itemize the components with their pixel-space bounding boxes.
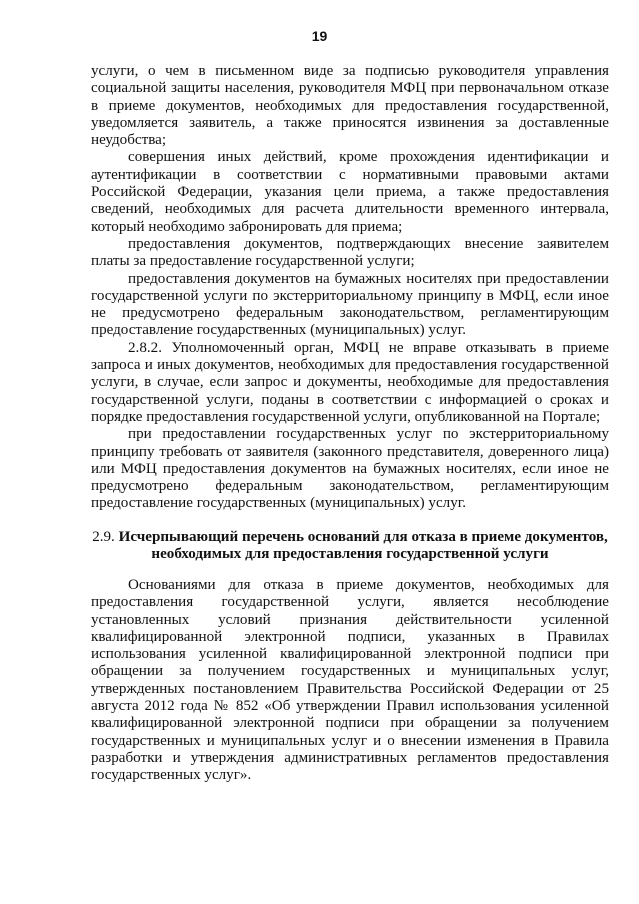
- section-heading: [91, 529, 609, 564]
- body-text-top: [91, 63, 609, 513]
- section-title: Исчерпывающий перечень оснований для отказа в приеме документов, необходимых для предоставления государственной услуги: [118, 529, 608, 563]
- paragraph: предоставления документов, подтверждающих внесение заявителем платы за предоставление государственной услуги;: [91, 235, 609, 270]
- paragraph: Основаниями для отказа в приеме документов, необходимых для предоставления государственной услуги, является несоблюдение установленных условий признания действительности усиленной квалифицированной электронной подписи, указанных в Правилах использования усиленной квалифицированной электронной подписи при обращении за получением государственных и муниципальных услуг, утвержденных постановлением Правительства Российской Федерации от 25 августа 2012 года № 852 «Об утверждении Правил использования усиленной квалифицированной электронной подписи при обращении за получением государственных и муниципальных услуг и о внесении изменения в Правила разработки и утверждения административных регламентов предоставления государственных услуг».: [91, 577, 609, 784]
- section-number: 2.9.: [92, 529, 115, 545]
- paragraph: при предоставлении государственных услуг по экстерриториальному принципу требовать от заявителя (законного представителя, доверенного лица) или МФЦ предоставления документов на бумажных носителях, если иное не предусмотрено федеральным законодательством, регламентирующим предоставление государственных (муниципальных) услуг.: [91, 426, 609, 512]
- paragraph: 2.8.2. Уполномоченный орган, МФЦ не вправе отказывать в приеме запроса и иных документов, необходимых для предоставления государственной услуги, в случае, если запрос и документы, необходимые для предоставления государственной услуги, поданы в соответствии с информацией о сроках и порядке предоставления государственной услуги, опубликованной на Портале;: [91, 339, 609, 425]
- paragraph: совершения иных действий, кроме прохождения идентификации и аутентификации в соответствии с нормативными правовыми актами Российской Федерации, указания цели приема, а также предоставления сведений, необходимых для расчета длительности временного интервала, который необходимо забронировать для приема;: [91, 149, 609, 235]
- page-number: 19: [311, 28, 328, 44]
- paragraph: предоставления документов на бумажных носителях при предоставлении государственной услуги по экстерриториальному принципу в МФЦ, если иное не предусмотрено федеральным законодательством, регламентирующим предоставление государственных (муниципальных) услуг.: [91, 270, 609, 339]
- paragraph: услуги, о чем в письменном виде за подписью руководителя управления социальной защиты населения, руководителя МФЦ при первоначальном отказе в приеме документов, необходимых для предоставления государственной, уведомляется заявитель, а также приносятся извинения за доставленные неудобства;: [91, 63, 609, 149]
- body-text-bottom: [91, 577, 609, 785]
